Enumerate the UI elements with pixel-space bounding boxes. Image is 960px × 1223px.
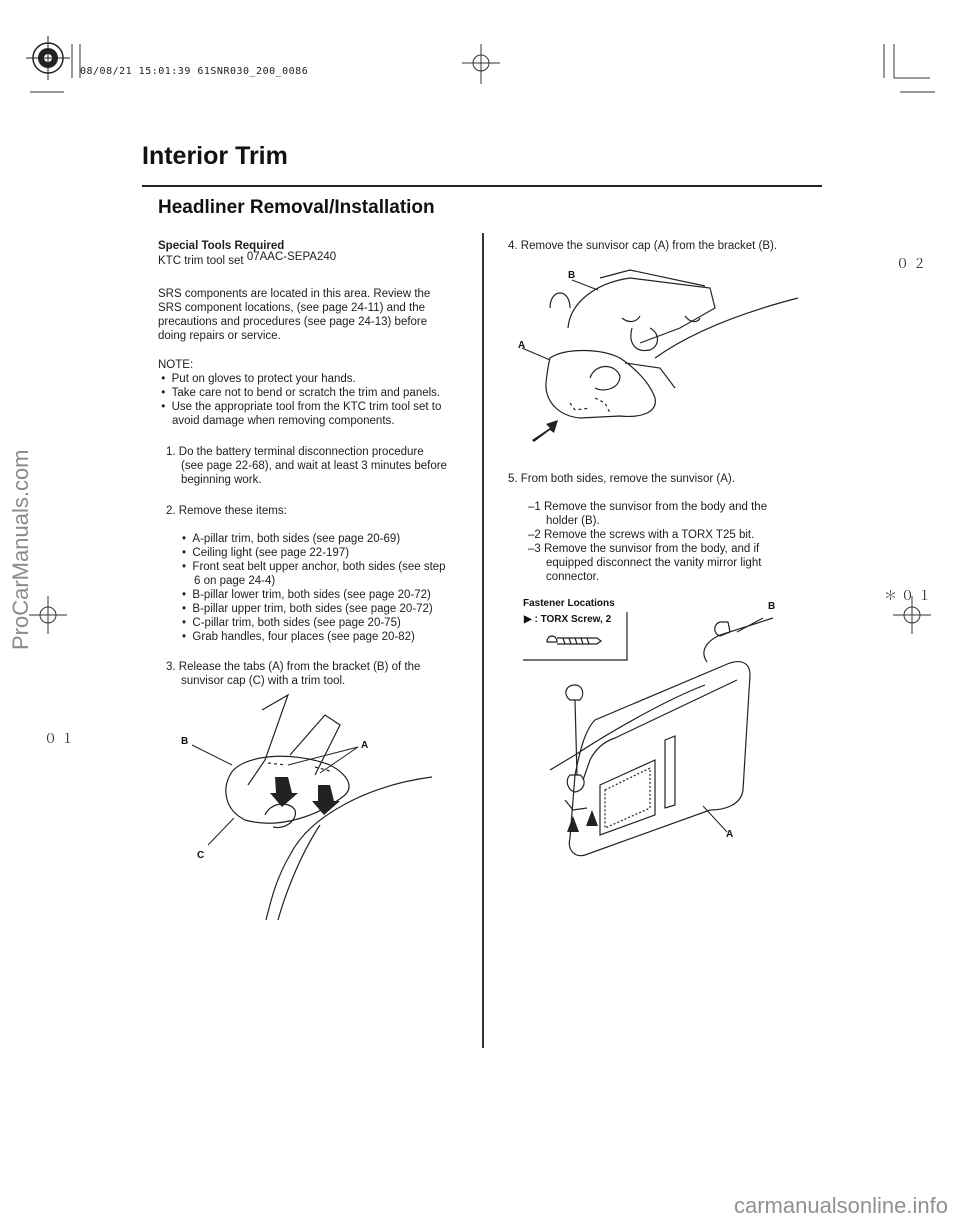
substep-line: equipped disconnect the vanity mirror light (546, 557, 762, 569)
margin-mark-right-top: ０２ (896, 257, 931, 272)
step-1 (166, 445, 447, 487)
note-item: • Take care not to bend or scratch the trim and panels. (158, 387, 441, 399)
substep-line: connector. (546, 571, 600, 583)
footer-site: carmanualsonline.info (733, 1193, 948, 1218)
srs-line: SRS component locations, (see page 24-11) and the (158, 302, 426, 314)
step-1-line: 1. Do the battery terminal disconnection procedure (166, 446, 424, 458)
section-title: Interior Trim (142, 142, 288, 170)
step-3-line: 3. Release the tabs (A) from the bracket (B) of the (166, 661, 421, 673)
fastener-heading: Fastener Locations (523, 598, 615, 609)
margin-mark-left-mid: ０１ (44, 732, 79, 747)
step-2-item: • Grab handles, four places (see page 20-82) (182, 631, 415, 643)
step-2-item: • B-pillar lower trim, both sides (see page 20-72) (182, 589, 431, 601)
column-divider (482, 233, 484, 1048)
step-2-heading: 2. Remove these items: (166, 505, 287, 517)
step-2-item-cont: 6 on page 24-4) (194, 575, 276, 587)
step-1-line: beginning work. (181, 474, 262, 486)
notes-list (158, 372, 441, 428)
tool-line (158, 251, 337, 268)
fig4-label-b: B (568, 270, 576, 281)
fig4-label-a: A (518, 340, 526, 351)
srs-notice (158, 287, 430, 343)
substep-line: –2 Remove the screws with a TORX T25 bit. (528, 529, 755, 541)
srs-line: SRS components are located in this area. Review the (158, 288, 431, 300)
step-3-line: sunvisor cap (C) with a trim tool. (181, 675, 346, 687)
fastener-item-text: : TORX Screw, 2 (534, 614, 612, 625)
step-4: 4. Remove the sunvisor cap (A) from the bracket (B). (508, 240, 778, 252)
title-divider (142, 185, 822, 187)
margin-mark-right-mid: ＊０１ (884, 589, 936, 604)
figure-label-b: B (181, 736, 189, 747)
special-tools-heading: Special Tools Required (158, 240, 285, 252)
fig5-label-a: A (726, 829, 734, 840)
step-5-substeps (528, 500, 767, 584)
step-5-heading: 5. From both sides, remove the sunvisor (A). (508, 473, 735, 485)
tool-line-prefix: KTC trim tool set (158, 255, 244, 267)
substep-line: –3 Remove the sunvisor from the body, and if (528, 543, 760, 555)
figure-sunvisor-removal (515, 610, 785, 860)
step-1-line: (see page 22-68), and wait at least 3 minutes before (181, 460, 447, 472)
srs-line: doing repairs or service. (158, 330, 281, 342)
page-subtitle: Headliner Removal/Installation (158, 197, 435, 218)
note-item: • Put on gloves to protect your hands. (158, 373, 356, 385)
figure-label-c: C (197, 850, 205, 861)
step-2-item: • A-pillar trim, both sides (see page 20-69) (182, 533, 401, 545)
step-2-item: • C-pillar trim, both sides (see page 20-75) (182, 617, 401, 629)
step-3 (166, 660, 420, 688)
figure-label-a: A (361, 740, 369, 751)
watermark-text: ProCarManuals.com (8, 449, 33, 650)
figure-sunvisor-cap-tabs (170, 695, 450, 925)
print-stamp: 08/08/21 15:01:39 61SNR030_200_0086 (80, 66, 309, 77)
fig5-label-b: B (768, 601, 776, 612)
step-2-item: • Ceiling light (see page 22-197) (182, 547, 350, 559)
srs-line: precautions and procedures (see page 24-13) before (158, 316, 428, 328)
note-item-cont: avoid damage when removing components. (172, 415, 395, 427)
step-2-items (182, 532, 446, 644)
figure-sunvisor-cap-removal (510, 268, 810, 448)
step-2-item: • B-pillar upper trim, both sides (see page 20-72) (182, 603, 433, 615)
note-heading: NOTE: (158, 359, 194, 371)
step-2-item: • Front seat belt upper anchor, both sides (see step (182, 561, 446, 573)
substep-line: –1 Remove the sunvisor from the body and the (528, 501, 768, 513)
tool-part-number: 07AAC-SEPA240 (246, 251, 337, 263)
triangle-marker-icon: ▶ (524, 614, 532, 625)
note-item: • Use the appropriate tool from the KTC trim tool set to (158, 401, 442, 413)
substep-line: holder (B). (546, 515, 600, 527)
